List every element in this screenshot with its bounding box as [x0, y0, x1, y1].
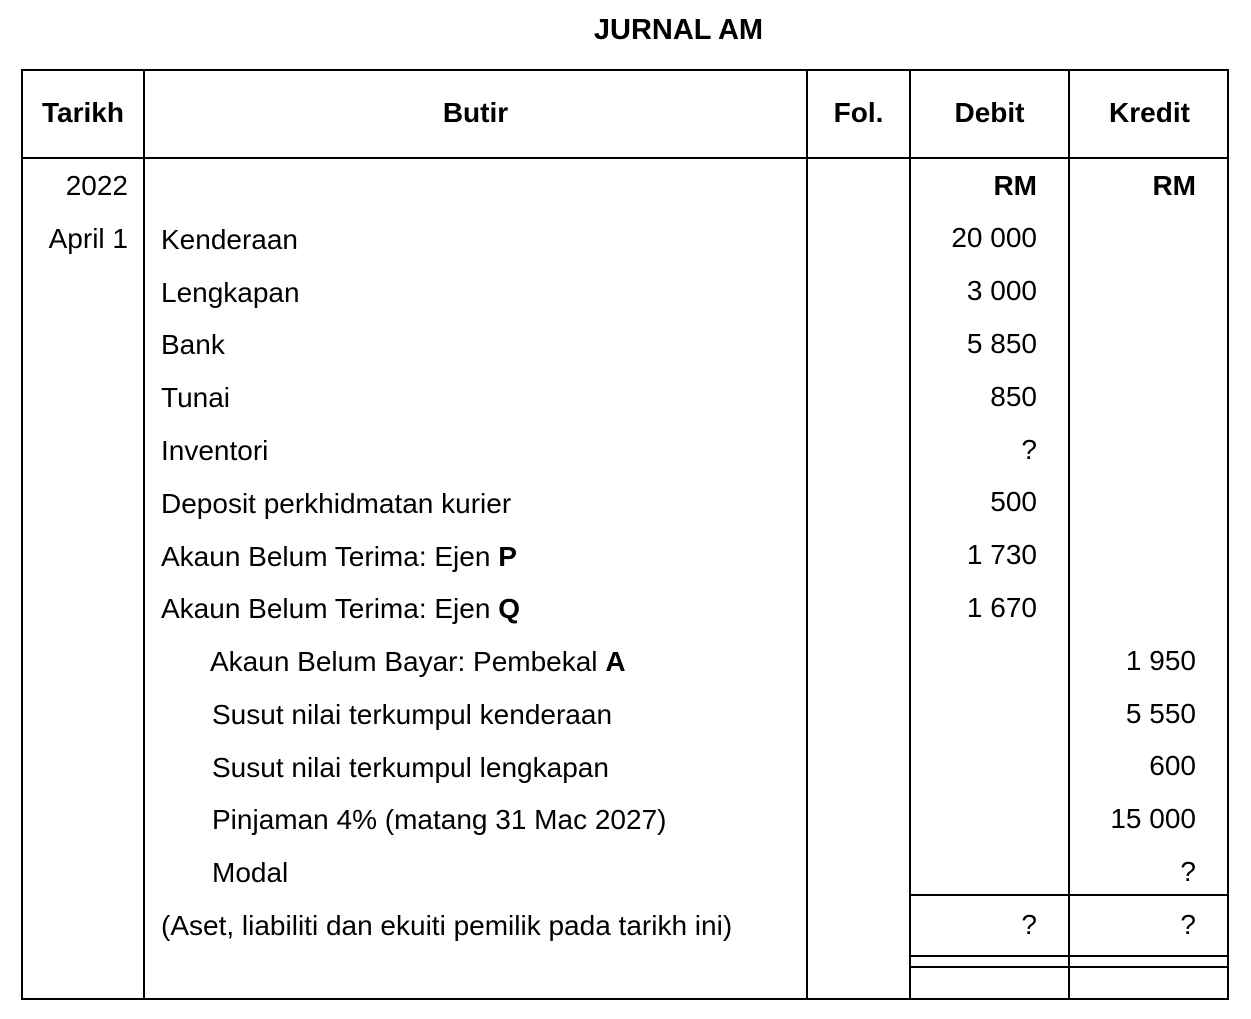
header-folio: Fol. [833, 97, 884, 128]
debit-entry-label: Tunai [161, 382, 231, 413]
credit-entry-label: Modal [212, 857, 289, 888]
agent-letter: P [498, 541, 517, 572]
debit-entry-amount: 5 850 [966, 328, 1037, 359]
supplier-letter: A [605, 646, 626, 677]
credit-entry-amount: 15 000 [1110, 803, 1196, 834]
debit-entry-amount: ? [1021, 434, 1037, 465]
debit-currency: RM [993, 170, 1037, 201]
header-separator [21, 157, 1229, 159]
total-double-rule-top [909, 955, 1229, 957]
entry-year: 2022 [65, 170, 128, 201]
credit-entry-amount: 600 [1149, 750, 1196, 781]
column-divider-particulars [806, 69, 808, 1000]
column-divider-date [143, 69, 145, 1000]
total-double-rule-bottom [909, 966, 1229, 968]
debit-entry-label: Kenderaan [161, 224, 299, 255]
debit-entry-amount: 1 730 [966, 539, 1037, 570]
journal-title: JURNAL AM [593, 14, 764, 46]
header-debit: Debit [954, 97, 1025, 128]
debit-entry-label: Deposit perkhidmatan kurier [161, 488, 512, 519]
header-date: Tarikh [42, 97, 124, 128]
total-credit: ? [1180, 909, 1196, 940]
debit-entry-amount: 1 670 [966, 592, 1037, 623]
agent-letter: Q [498, 593, 520, 624]
subtotal-rule [909, 894, 1229, 896]
debit-entry-amount: 20 000 [951, 222, 1037, 253]
credit-entry-amount: 1 950 [1125, 645, 1196, 676]
debit-entry-label: Inventori [161, 435, 269, 466]
header-credit: Kredit [1109, 97, 1190, 128]
debit-entry-label: Akaun Belum Terima: Ejen P [161, 541, 517, 572]
credit-currency: RM [1152, 170, 1196, 201]
column-divider-folio [909, 69, 911, 1000]
debit-entry-amount: 500 [990, 486, 1037, 517]
credit-entry-amount: ? [1180, 856, 1196, 887]
debit-entry-amount: 850 [990, 381, 1037, 412]
credit-entry-label: Susut nilai terkumpul kenderaan [212, 699, 613, 730]
total-debit: ? [1021, 909, 1037, 940]
credit-entry-amount: 5 550 [1125, 698, 1196, 729]
debit-entry-label: Akaun Belum Terima: Ejen Q [161, 593, 520, 624]
entry-date: April 1 [48, 223, 128, 254]
narration: (Aset, liabiliti dan ekuiti pemilik pada tarikh ini) [161, 910, 733, 941]
journal-table [21, 69, 1229, 1000]
credit-entry-label: Pinjaman 4% (matang 31 Mac 2027) [212, 804, 667, 835]
header-particulars: Butir [442, 97, 509, 128]
debit-entry-amount: 3 000 [966, 275, 1037, 306]
debit-entry-label: Bank [161, 329, 225, 360]
credit-entry-label: Susut nilai terkumpul lengkapan [212, 752, 609, 783]
debit-entry-label: Lengkapan [161, 277, 300, 308]
credit-entry-label: Akaun Belum Bayar: Pembekal A [210, 646, 626, 677]
